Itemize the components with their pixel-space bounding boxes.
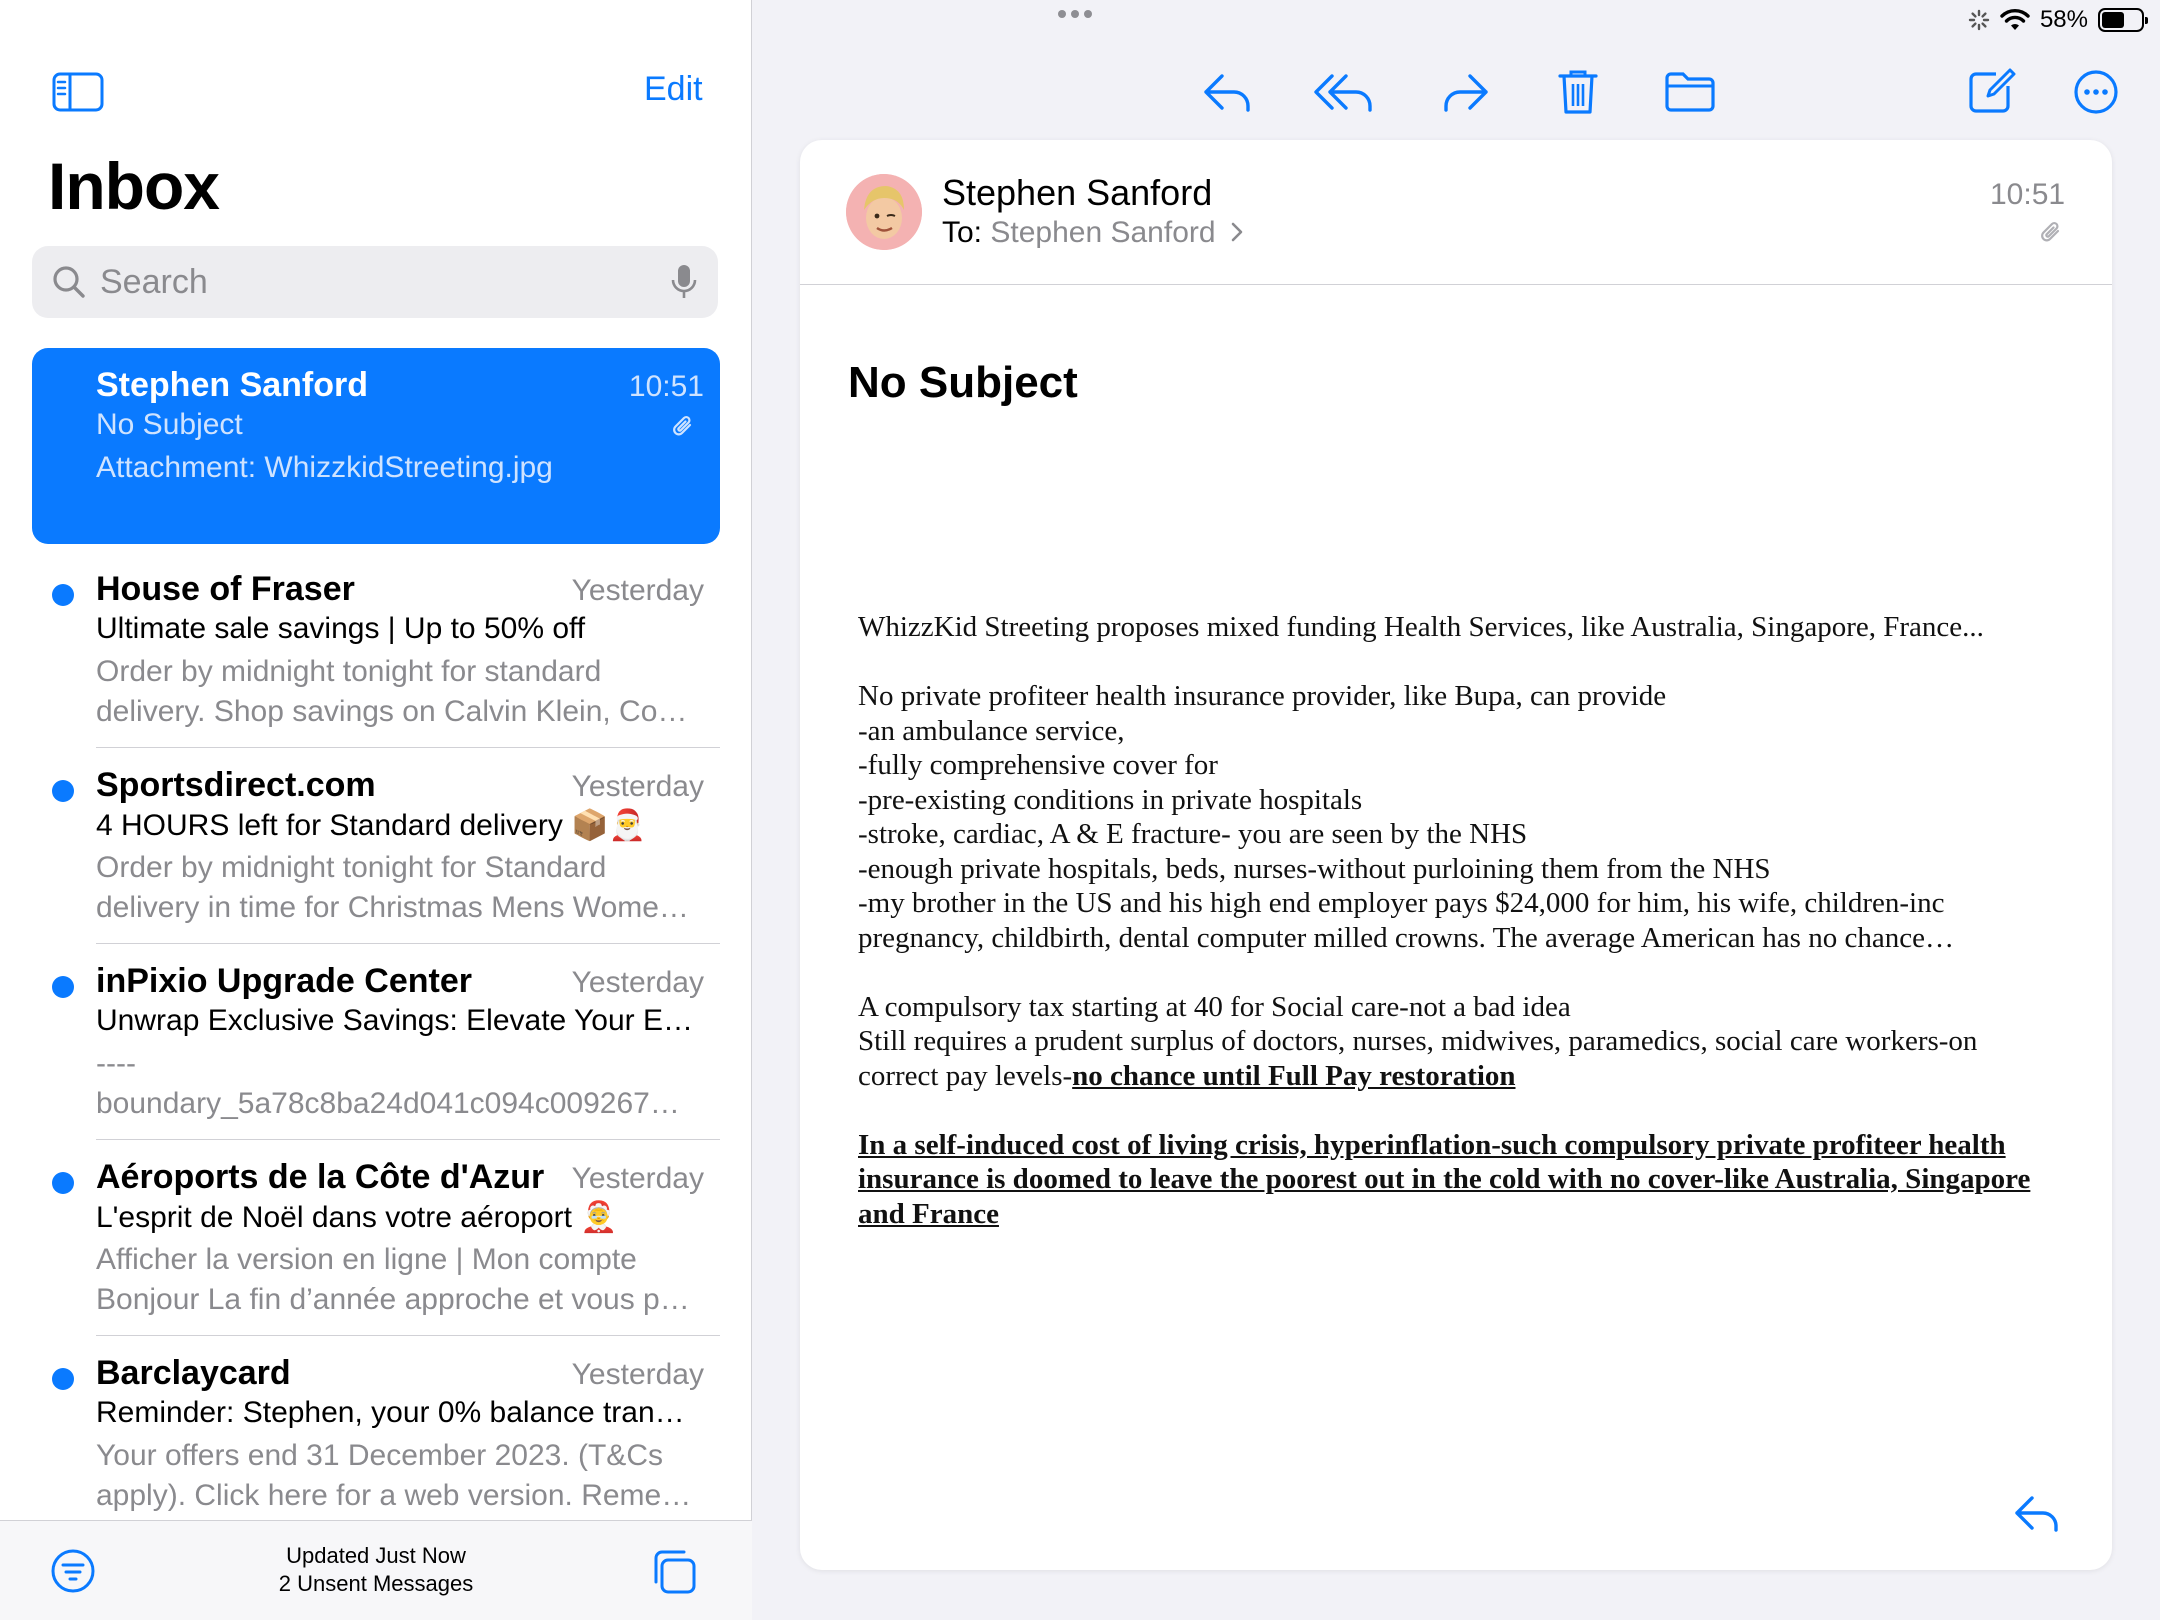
message-time: 10:51 [1990,178,2066,211]
mail-time: Yesterday [571,1162,704,1195]
unread-dot-icon [52,584,74,606]
unread-dot-icon [52,780,74,802]
header-divider [800,284,2112,285]
multitasking-dots-icon[interactable] [1058,10,1092,18]
mail-preview: Attachment: WhizzkidStreeting.jpg [96,451,553,484]
mail-list-item[interactable] [0,552,752,748]
mail-subject: 4 HOURS left for Standard delivery 📦🎅 [96,809,646,842]
unsent-status: 2 Unsent Messages [278,1571,474,1596]
more-icon[interactable] [2070,68,2122,116]
mail-time: Yesterday [571,1358,704,1391]
folder-icon[interactable] [1664,68,1716,116]
mail-subject: Reminder: Stephen, your 0% balance tran… [96,1396,685,1429]
mail-sender: Aéroports de la Côte d'Azur [96,1158,545,1196]
mail-time: Yesterday [571,770,704,803]
compose-stack-icon[interactable] [650,1548,698,1596]
message-subject: No Subject [848,358,1078,407]
filter-icon[interactable] [50,1548,96,1594]
mail-subject: Ultimate sale savings | Up to 50% off [96,612,586,645]
mail-sender: Sportsdirect.com [96,766,376,804]
attachment-icon [2038,220,2064,246]
mail-list-item[interactable] [0,944,752,1140]
wifi-icon [2000,8,2030,32]
unread-dot-icon [52,1172,74,1194]
battery-percent: 58% [2039,6,2088,33]
activity-spinner-icon [1968,9,1990,31]
compose-icon[interactable] [1966,68,2018,116]
mail-time: 10:51 [628,370,704,403]
search-icon [52,265,86,299]
body-paragraph-2: No private profiteer health insurance provider, like Bupa, can provide -an ambulance service, -fully comprehensive cover for -pre-existing conditions in private hospitals -stroke, cardiac, A & E fracture- you are seen by the NHS -enough private hospitals, beds, nurses-without purloining them from the NHS -my brother in the US and his high end employer pays $24,000 for him, his wife, children-inc pregnancy, childbirth, dental computer milled crowns. The average American has no chance… [858,680,1954,954]
mail-list [0,348,752,1532]
mail-list-item[interactable] [0,1336,752,1532]
body-paragraph-4: In a self-induced cost of living crisis, hyperinflation-such compulsory private profiteer health insurance is doomed to leave the poorest out in the cold with no cover-like Australia, Singapore and France [858,1128,2031,1230]
mailbox-title: Inbox [48,149,219,223]
microphone-icon[interactable] [670,263,698,301]
mail-time: Yesterday [571,574,704,607]
body-paragraph-1: WhizzKid Streeting proposes mixed funding Health Services, like Australia, Singapore, France... [858,611,1984,643]
unread-dot-icon [52,1368,74,1390]
mail-preview: Order by midnight tonight for standard delivery. Shop savings on Calvin Klein, Co… [96,655,688,728]
mail-sender: Barclaycard [96,1354,291,1392]
mail-list-item[interactable] [0,1140,752,1336]
mail-sender: House of Fraser [96,570,355,608]
sender-avatar[interactable] [846,174,922,250]
search-input[interactable] [100,263,670,302]
mail-list-item[interactable] [0,748,752,944]
mail-preview: Your offers end 31 December 2023. (T&Cs apply). Click here for a web version. Reme… [96,1439,692,1512]
battery-icon [2098,8,2144,32]
mailbox-status [176,1542,576,1598]
body-paragraph-3-text: A compulsory tax starting at 40 for Social care-not a bad idea Still requires a prudent surplus of doctors, nurses, midwives, paramedics, social care workers-on correct pay levels- [858,990,1978,1092]
message-body [858,610,2088,1231]
mail-preview: Order by midnight tonight for Standard delivery in time for Christmas Mens Wome… [96,851,689,924]
mail-time: Yesterday [571,966,704,999]
reply-icon[interactable] [1200,68,1252,116]
mail-subject: No Subject [96,408,243,441]
chevron-right-icon [1230,221,1244,243]
trash-icon[interactable] [1552,68,1604,116]
search-bar[interactable] [32,246,718,318]
unread-dot-icon [52,976,74,998]
mail-sender: inPixio Upgrade Center [96,962,472,1000]
reply-bottom-icon[interactable] [2012,1492,2060,1536]
body-paragraph-3-emphasis: no chance until Full Pay restoration [1072,1059,1516,1092]
recipients-line[interactable] [942,216,1244,250]
mail-list-item[interactable] [32,348,720,544]
update-status: Updated Just Now [286,1543,466,1568]
attachment-icon [670,414,696,440]
mail-preview: ---- boundary_5a78c8ba24d041c094c009267… [96,1047,680,1120]
body-paragraph-3 [858,990,2088,1094]
message-sender[interactable]: Stephen Sanford [942,172,1213,213]
forward-icon[interactable] [1440,68,1492,116]
status-indicators [1968,6,2144,34]
mail-subject: Unwrap Exclusive Savings: Elevate Your E… [96,1004,693,1037]
mail-preview: Afficher la version en ligne | Mon compte Bonjour La fin d’année approche et vous p… [96,1243,690,1316]
to-label: To: [942,216,983,249]
reply-all-icon[interactable] [1314,68,1374,116]
mail-sender: Stephen Sanford [96,366,369,404]
mail-subject: L'esprit de Noël dans votre aéroport 🤶 [96,1201,618,1234]
edit-button[interactable]: Edit [644,70,703,108]
recipient-name: Stephen Sanford [990,216,1216,249]
memoji-icon [846,174,922,250]
sidebar-toggle-icon[interactable] [52,72,104,112]
